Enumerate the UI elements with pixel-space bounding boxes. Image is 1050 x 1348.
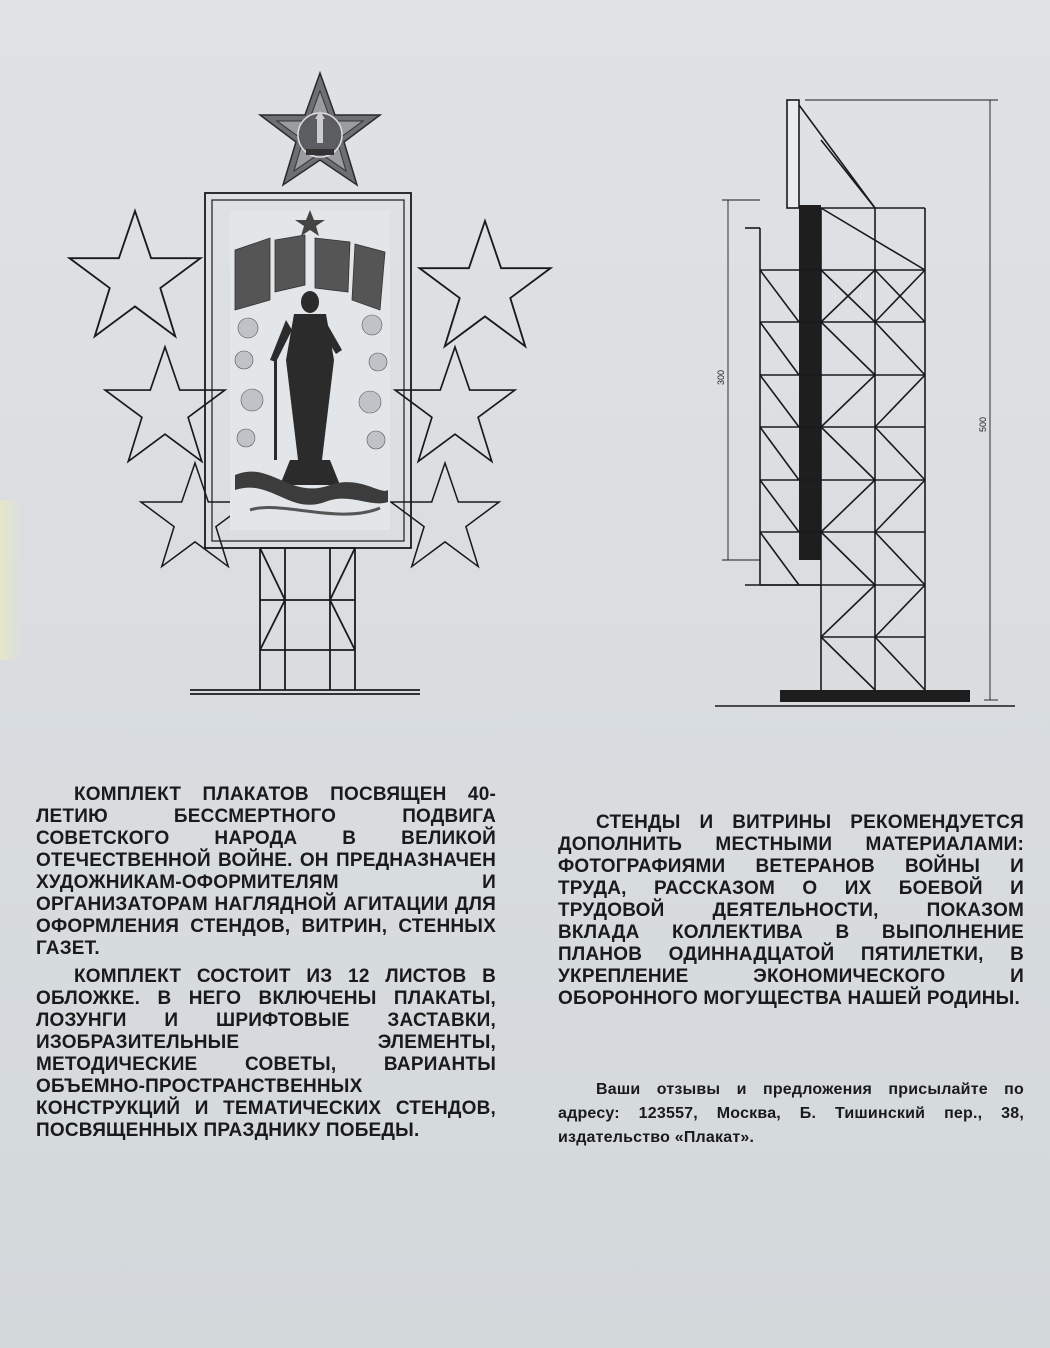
dimension-label-inner: 300 (716, 369, 726, 385)
recommendation-paragraph: СТЕНДЫ И ВИТРИНЫ РЕКОМЕНДУЕТСЯ ДОПОЛНИТЬ МЕСТНЫМИ МАТЕРИАЛАМИ: ФОТОГРАФИЯМИ ВЕТЕРАНОВ ВОЙНЫ И ТРУДА, РАССКАЗОМ О ИХ БОЕВОЙ И ТРУДОВОЙ ДЕЯТЕЛЬНОСТИ, ПОКАЗОМ ВКЛАДА КОЛЛЕКТИВА В ВЫПОЛНЕНИЕ ПЛАНОВ ОДИННАДЦАТОЙ ПЯТИЛЕТКИ, В УКРЕПЛЕНИЕ ЭКОНОМИЧЕСКОГО И ОБОРОННОГО МОГУЩЕСТВА НАШЕЙ РОДИНЫ. (558, 812, 1024, 1009)
poster-illustration (230, 210, 390, 530)
right-text-column (558, 812, 1024, 1016)
dimension-label-total: 500 (978, 416, 988, 432)
order-medal-icon (260, 73, 380, 185)
intro-paragraph: КОМПЛЕКТ ПЛАКАТОВ ПОСВЯЩЕН 40-ЛЕТИЮ БЕССМЕРТНОГО ПОДВИГА СОВЕТСКОГО НАРОДА В ВЕЛИКОЙ ОТЕЧЕСТВЕННОЙ ВОЙНЕ. ОН ПРЕДНАЗНАЧЕН ХУДОЖНИКАМ-ОФОРМИТЕЛЯМ И ОРГАНИЗАТОРАМ НАГЛЯДНОЙ АГИТАЦИИ ДЛЯ ОФОРМЛЕНИЯ СТЕНДОВ, ВИТРИН, СТЕННЫХ ГАЗЕТ. (36, 784, 496, 959)
left-text-column (36, 784, 496, 1148)
star-outline-icon (419, 221, 550, 346)
scaffold-elevation-drawing (715, 100, 1015, 706)
star-outline-icon (395, 347, 515, 461)
star-outline-icon (69, 211, 200, 336)
star-outline-icon (105, 347, 225, 461)
contents-paragraph: КОМПЛЕКТ СОСТОИТ ИЗ 12 ЛИСТОВ В ОБЛОЖКЕ. В НЕГО ВКЛЮЧЕНЫ ПЛАКАТЫ, ЛОЗУНГИ И ШРИФТОВЫЕ ЗАСТАВКИ, ИЗОБРАЗИТЕЛЬНЫЕ ЭЛЕМЕНТЫ, МЕТОДИЧЕСКИЕ СОВЕТЫ, ВАРИАНТЫ ОБЪЕМНО-ПРОСТРАНСТВЕННЫХ КОНСТРУКЦИЙ И ТЕМАТИЧЕСКИХ СТЕНДОВ, ПОСВЯЩЕННЫХ ПРАЗДНИКУ ПОБЕДЫ. (36, 966, 496, 1141)
stand-construction-drawing (69, 73, 550, 694)
address-block (558, 1078, 1024, 1156)
address-paragraph: Ваши отзывы и предложения присылайте по адресу: 123557, Москва, Б. Тишинский пер., 38, издательство «Плакат». (558, 1081, 1024, 1146)
star-outline-icon (391, 463, 499, 567)
